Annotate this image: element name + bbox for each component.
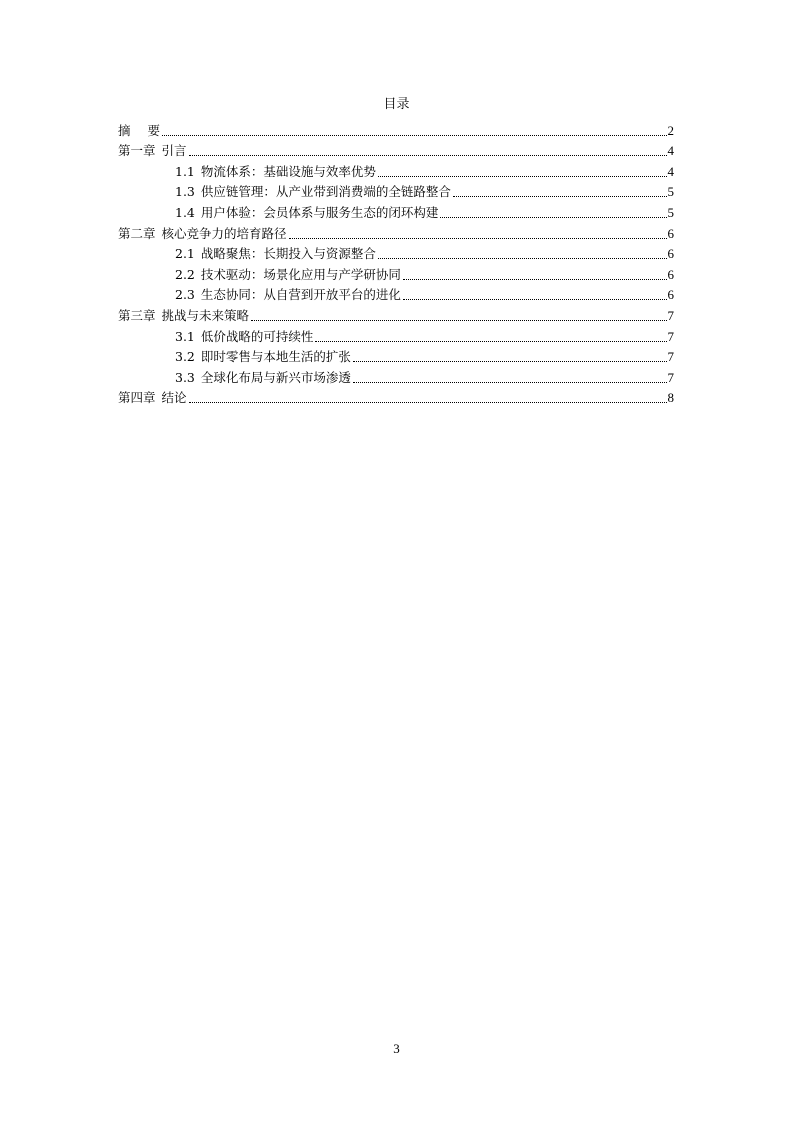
toc-entry-number: 2.2: [175, 266, 195, 282]
toc-entry-title: [118, 391, 187, 405]
page-number: 3: [393, 1041, 400, 1056]
toc-entry-label: 技术驱动：场景化应用与产学研协同: [200, 266, 401, 282]
toc-entry-number: 1.1: [175, 163, 195, 179]
toc-entry-number: 1.4: [175, 204, 195, 220]
toc-entry-page: 6: [667, 225, 674, 241]
dot-leader: [440, 217, 666, 218]
toc-entry-page: 7: [667, 369, 674, 385]
toc-entry-page: 6: [667, 246, 674, 262]
dot-leader: [403, 279, 667, 280]
toc-entry[interactable]: [118, 261, 674, 282]
dot-leader: [251, 320, 666, 321]
toc-entry[interactable]: [118, 323, 674, 344]
toc-title: 目录: [383, 97, 410, 112]
toc-entry-label: 物流体系：基础设施与效率优势: [200, 163, 376, 179]
toc-entry-page: 4: [667, 143, 674, 159]
toc-entry-label: 低价战略的可持续性: [200, 328, 314, 344]
toc-entry-page: 2: [667, 122, 674, 138]
toc-entry-page: 6: [667, 287, 674, 303]
toc-entry-title: [175, 206, 438, 220]
toc-entry[interactable]: [118, 241, 674, 262]
toc-entry-title: [175, 350, 351, 364]
toc-entry-label: 全球化布局与新兴市场渗透: [200, 369, 351, 385]
toc-entry[interactable]: [118, 385, 674, 406]
toc-entry-number: 3.2: [175, 349, 195, 365]
toc-entry-number: 第四章: [118, 390, 156, 406]
toc-entry-title: [175, 371, 351, 385]
toc-entry-number: 2.3: [175, 287, 195, 303]
toc-entry-label: 引言: [161, 143, 187, 159]
toc-entry[interactable]: [118, 344, 674, 365]
dot-leader: [315, 341, 666, 342]
dot-leader: [189, 402, 667, 403]
dot-leader: [189, 155, 667, 156]
toc-entry-page: 8: [667, 390, 674, 406]
dot-leader: [378, 176, 667, 177]
dot-leader: [162, 135, 666, 136]
toc-entry[interactable]: [118, 302, 674, 323]
toc-entry-title: [175, 165, 376, 179]
dot-leader: [378, 258, 667, 259]
toc-entry[interactable]: [118, 220, 674, 241]
toc-entry-label: 摘要: [118, 122, 178, 138]
toc-entry-page: 5: [667, 204, 674, 220]
dot-leader: [403, 299, 667, 300]
toc-entry-title: [175, 330, 313, 344]
toc-entry-title: [175, 288, 401, 302]
toc-entry-number: 1.3: [175, 184, 195, 200]
toc-entry[interactable]: [118, 138, 674, 159]
toc-entry-label: 供应链管理：从产业带到消费端的全链路整合: [200, 184, 451, 200]
dot-leader: [289, 238, 667, 239]
toc-entry-number: 2.1: [175, 246, 195, 262]
toc-entry-title: [118, 309, 249, 323]
toc-entry-label: 生态协同：从自营到开放平台的进化: [200, 287, 401, 303]
toc-entry-title: [118, 144, 187, 158]
toc-entry-title: [175, 268, 401, 282]
toc-entry-page: 7: [667, 349, 674, 365]
toc-entry-page: 7: [667, 307, 674, 323]
toc-entry-number: 第三章: [118, 307, 156, 323]
toc-entry-label: 战略聚焦：长期投入与资源整合: [200, 246, 376, 262]
table-of-contents: [118, 117, 674, 405]
dot-leader: [453, 196, 667, 197]
toc-entry-page: 6: [667, 266, 674, 282]
toc-entry[interactable]: [118, 364, 674, 385]
toc-entry-page: 7: [667, 328, 674, 344]
toc-entry-title: [175, 185, 451, 199]
toc-entry-page: 5: [667, 184, 674, 200]
dot-leader: [353, 382, 667, 383]
toc-entry-number: 3.1: [175, 328, 195, 344]
toc-entry-label: 用户体验：会员体系与服务生态的闭环构建: [200, 204, 439, 220]
toc-entry[interactable]: [118, 179, 674, 200]
toc-entry-title: [118, 227, 287, 241]
toc-entry-title: [175, 247, 376, 261]
toc-entry[interactable]: [118, 282, 674, 303]
toc-entry-label: 挑战与未来策略: [161, 307, 250, 323]
toc-entry-page: 4: [667, 163, 674, 179]
toc-entry-number: 3.3: [175, 369, 195, 385]
toc-entry-label: 结论: [161, 390, 187, 406]
toc-entry-number: 第一章: [118, 143, 156, 159]
dot-leader: [353, 361, 667, 362]
toc-entry[interactable]: [118, 199, 674, 220]
toc-entry-number: 第二章: [118, 225, 156, 241]
toc-entry[interactable]: [118, 158, 674, 179]
toc-entry[interactable]: [118, 117, 674, 138]
toc-entry-label: 核心竞争力的培育路径: [161, 225, 287, 241]
toc-entry-label: 即时零售与本地生活的扩张: [200, 349, 351, 365]
